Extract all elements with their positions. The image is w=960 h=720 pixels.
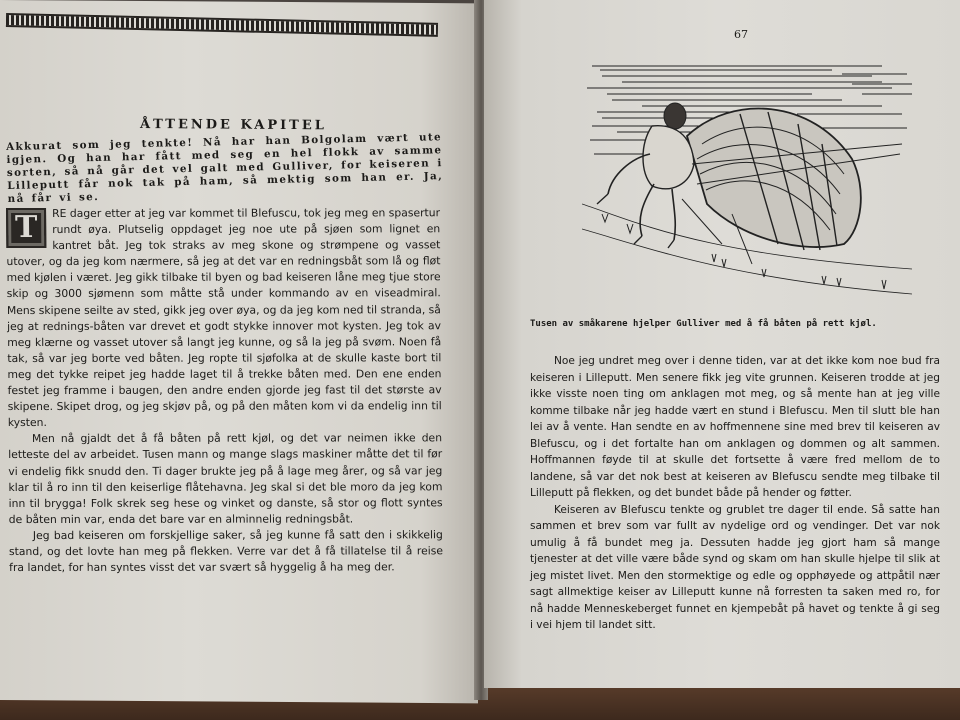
right-page (484, 0, 960, 688)
paragraph: Keiseren av Blefuscu tenkte og grublet tre dager til ende. Så satte han sammen et brev som var fullt av nydelige ord og vendinger. Det var nok umulig å få bundet meg ja. Dessuten hadde jeg gjort ham så mange tjenester at det ville være både synd og skam om han skulle hjelpe til slik at jeg mistet livet. Men den stormektige og edle og opphøyede og attpåtil nær sagt allmektige keiser av Lilleputt kunne nå forresten ta saken med ro, for nå hadde Menneskeberget funnet en kjempebåt på havet og tenkte å gi seg i vei hjem til landet sitt. (530, 503, 940, 631)
paragraph: Jeg bad keiseren om forskjellige saker, så jeg kunne få satt den i skikkelig stand, og det lovte han meg på flekken. Verre var det å få tillatelse til å reise fra landet, for han syntes visst det var svært så hyggelig å ha meg der. (8, 528, 444, 575)
left-body-text (6, 205, 443, 576)
left-page (0, 0, 478, 703)
drop-cap: T (6, 208, 46, 248)
paragraph (6, 205, 442, 431)
paragraph-text: RE dager etter at jeg var kommet til Blefuscu, tok jeg meg en spasertur rundt øya. Plutselig oppdaget jeg noe ute på sjøen som lignet en kantret båt. Jeg tok straks av meg skone og strømpene og vasset utover, og da jeg kom nærmere, så jeg at det var en redningsbåt som lå og fløt med kjølen i været. Jeg gikk tilbake til byen og bad keiseren låne meg tjue store skip og 3000 sjømenn som måtte stå under kommando av en viseadmiral. Mens skipene seilte av sted, gikk jeg over øya, og da jeg kom ned til stranda, så jeg at rednings-båten var drevet et godt stykke innover mot kysten. Jeg tok av meg klærne og vasset utover så langt jeg kunne, og så la jeg på svøm. Noen få tak, så var jeg borte ved båten. Jeg ropte til sjøfolka at de skulle kaste bort til meg det tykke reipet jeg hadde laget til å trekke båten med. Den ene enden festet jeg framme i baugen, den andre enden gjorde jeg fast til det største av skipene. Skipet drog, og jeg skjøv på, og på den måten kom vi da endelig inn til kysten. (6, 206, 442, 430)
page-number: 67 (734, 28, 748, 41)
header-ornament (6, 13, 438, 37)
right-body-text (530, 353, 940, 634)
chapter-title: ÅTTENDE KAPITEL (140, 116, 327, 134)
chapter-intro: Akkurat som jeg tenkte! Nå har han Bolgolam vært ute igjen. Og han har fått med seg en hel flokk av samme sorten, så nå går det vel galt med Gulliver, for keiseren i Lilleputt får nok tak på ham, så mektig som han er. Ja, nå får vi se. (6, 131, 444, 206)
boat-illustration (582, 54, 912, 312)
illustration-caption: Tusen av småkarene hjelper Gulliver med å få båten på rett kjøl. (530, 319, 877, 329)
paragraph: Men nå gjaldt det å få båten på rett kjøl, og det var neimen ikke den letteste del av arbeidet. Tusen mann og mange slags maskiner måtte det til før vi endelig fikk snudd den. Ti dager brukte jeg på å lage meg årer, og så var jeg klar til å ro inn til den keiserlige flåtehavna. Jeg skal si det ble moro da jeg kom inn til brygga! Folk skrek seg hese og vinket og danste, så stor og flott syntes de båten min var, enda det bare var en alminnelig redningsbåt. (8, 431, 443, 526)
paragraph: Noe jeg undret meg over i denne tiden, var at det ikke kom noe bud fra keiseren i Lilleputt. Men senere fikk jeg vite grunnen. Keiseren trodde at jeg ikke visste noen ting om anklagen mot meg, og så mente han at jeg ville komme tilbake når jeg hadde vært en stund i Blefuscu. Men til slutt ble han lei av å vente. Han sendte en av hoffmennene sine med brev til keiseren av Blefuscu, og i det fortalte han om anklagen og dommen og alt sammen. Hoffmannen føyde til at skulle det fortsette å være fred mellom de to landene, så var det nok best at keiseren av Blefuscu sendte meg tilbake til Lilleputt på flekken, og det bundet både på hender og føtter. (530, 355, 940, 499)
